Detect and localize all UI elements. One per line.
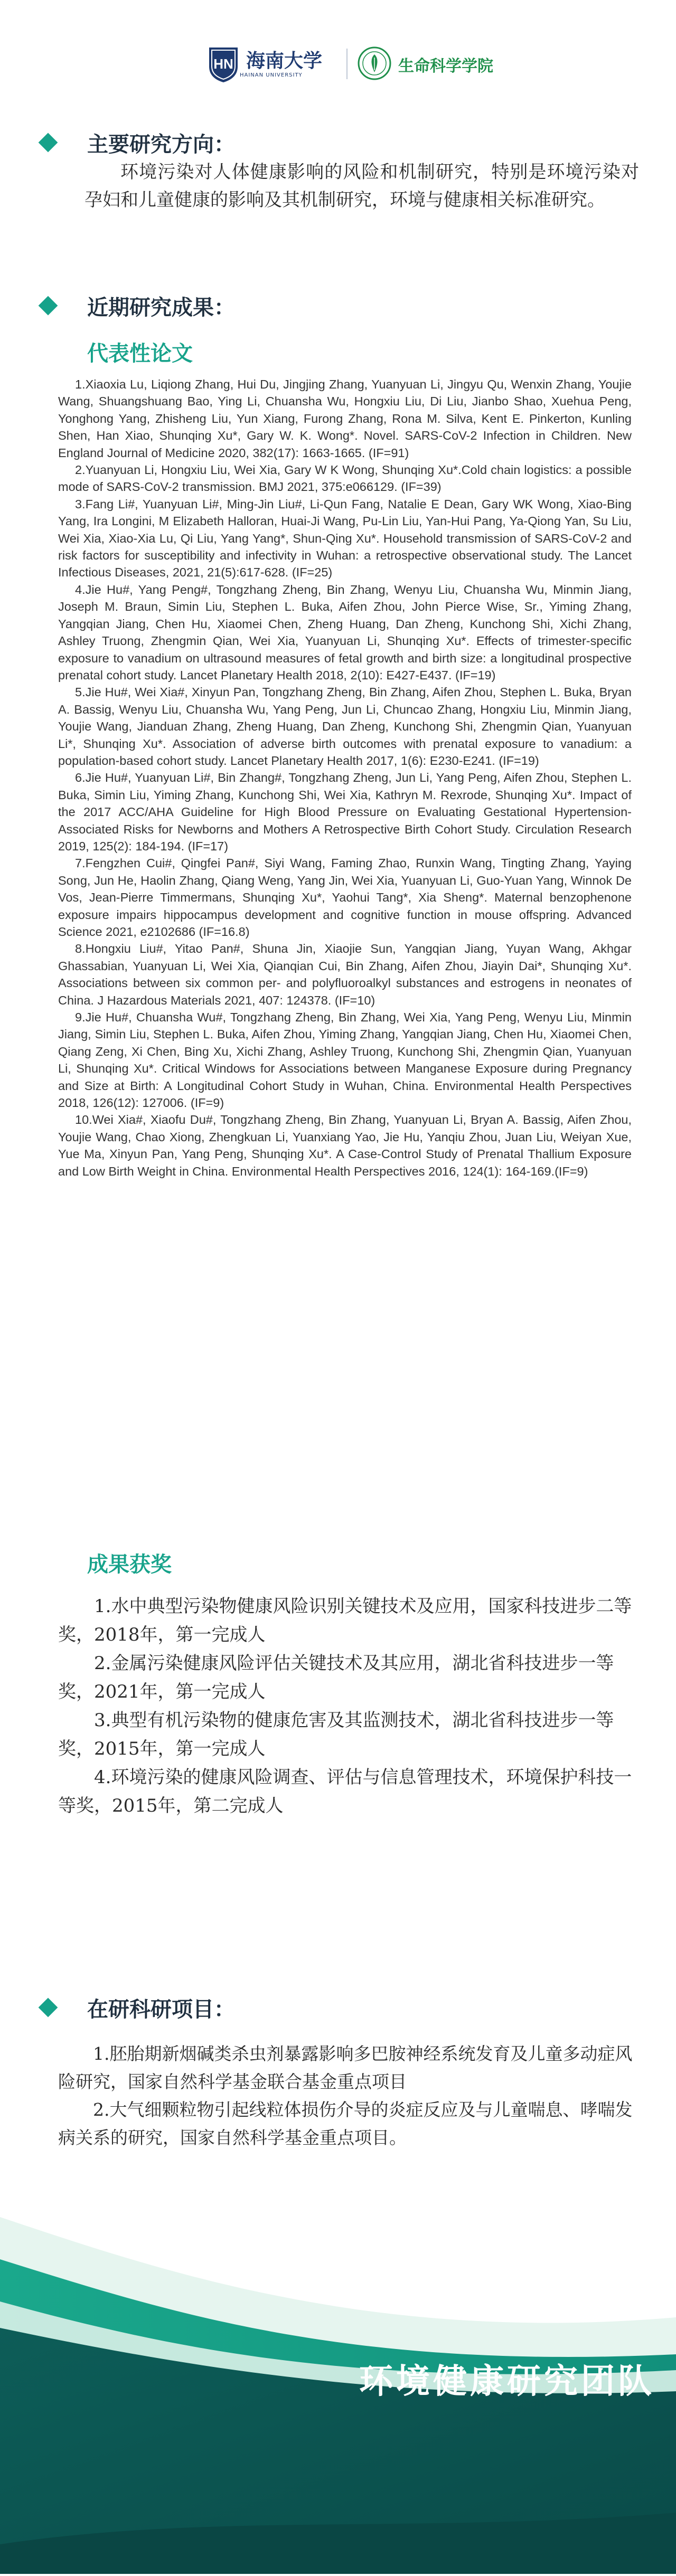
header <box>0 0 676 132</box>
paper-item: 10.Wei Xia#, Xiaofu Du#, Tongzhang Zheng, Bin Zhang, Yuanyuan Li, Bryan A. Bassig, Aifen Zhou, Youjie Wang, Chao Xiong, Zhengkuan Li, Yuanxiang Yao, Jie Hu, Yanqiu Zhou, Juan Liu, Weiyan Xue, Yue Ma, Xinyun Pan, Yang Peng, Shunqing Xu*. A Case-Control Study of Prenatal Thallium Exposure and Low Birth Weight in China. Environmental Health Perspectives 2016, 124(1): 164-169.(IF=9) <box>58 1113 632 1178</box>
award-item: 4.环境污染的健康风险调查、评估与信息管理技术，环境保护科技一等奖，2015年，第二完成人 <box>58 1767 632 1816</box>
paper-item: 2.Yuanyuan Li, Hongxiu Liu, Wei Xia, Gary W K Wong, Shunqing Xu*.Cold chain logistics: a possible mode of SARS-CoV-2 transmission. BMJ 2021, 375:e066129. (IF=39) <box>58 463 632 494</box>
header-divider <box>346 49 348 79</box>
projects-list <box>58 2040 634 2152</box>
project-item: 2.大气细颗粒物引起线粒体损伤介导的炎症反应及与儿童喘息、哮喘发病关系的研究，国家自然科学基金重点项目。 <box>58 2099 633 2148</box>
paper-item: 6.Jie Hu#, Yuanyuan Li#, Bin Zhang#, Tongzhang Zheng, Jun Li, Yang Peng, Aifen Zhou, Stephen L. Buka, Simin Liu, Yiming Zhang, Kunchong Shi, Wei Xia, Kathryn M. Rexrode, Shunqing Xu*. Impact of the 2017 ACC/AHA Guideline for High Blood Pressure on Evaluating Gestational Hypertension-Associated Risks for Newborns and Mothers A Retrospective Birth Cohort Study. Circulation Research 2019, 125(2): 184-194. (IF=17) <box>58 771 632 853</box>
research-paragraph: 环境污染对人体健康影响的风险和机制研究，特别是环境污染对孕妇和儿童健康的影响及其机制研究，环境与健康相关标准研究。 <box>84 162 639 211</box>
award-item: 3.典型有机污染物的健康危害及其监测技术，湖北省科技进步一等奖，2015年，第一完成人 <box>58 1710 614 1759</box>
paper-item: 3.Fang Li#, Yuanyuan Li#, Ming-Jin Liu#, Li-Qun Fang, Natalie E Dean, Gary WK Wong, Xiao-Bing Yang, Ira Longini, M Elizabeth Halloran, Huai-Ji Wang, Pu-Lin Liu, Yan-Hui Pang, Ya-Qiong Yan, Su Liu, Wei Xia, Xiao-Xia Lu, Qi Liu, Yang Yang*, Shun-Qing Xu*. Household transmission of SARS-CoV-2 and risk factors for susceptibility and infectivity in Wuhan: a retrospective observational study. The Lancet Infectious Diseases, 2021, 21(5):617-628. (IF=25) <box>58 497 632 580</box>
research-bullet-icon <box>39 133 58 153</box>
paper-item: 1.Xiaoxia Lu, Liqiong Zhang, Hui Du, Jingjing Zhang, Yuanyuan Li, Jingyu Qu, Wenxin Zhang, Youjie Wang, Shuangshuang Bao, Ying Li, Chuansha Wu, Hongxiu Liu, Di Liu, Jianbo Shao, Xuehua Peng, Yonghong Yang, Zhisheng Liu, Yun Xiang, Furong Zhang, Rona M. Silva, Kent E. Pinkerton, Kunling Shen, Han Xiao, Shunqing Xu*, Gary W. K. Wong*. Novel. SARS-CoV-2 Infection in Children. New England Journal of Medicine 2020, 382(17): 1663-1665. (IF=91) <box>58 377 632 460</box>
team-name: 环境健康研究团队 <box>359 2362 655 2401</box>
college-logo <box>357 43 493 86</box>
achievements-bullet-icon <box>39 296 58 316</box>
hnu-shield-icon <box>207 45 240 83</box>
university-sub: HAINAN UNIVERSITY <box>240 72 303 78</box>
hainan-university-logo <box>207 43 322 86</box>
college-emblem-icon <box>357 46 392 83</box>
paper-item: 4.Jie Hu#, Yang Peng#, Tongzhang Zheng, Bin Zhang, Wenyu Liu, Chuansha Wu, Minmin Jiang, Joseph M. Braun, Simin Liu, Stephen L. Buka, Aifen Zhou, John Pierce Wise, Sr., Yiming Zhang, Yangqian Jiang, Chen Hu, Xiaomei Chen, Zheng Huang, Dan Zheng, Kunchong Shi, Xichi Zhang, Ashley Truong, Zhengmin Qian, Wei Xia, Yuanyuan Li, Shunqing Xu*. Effects of trimester-specific exposure to vanadium on ultrasound measures of fetal growth and birth size: a longitudinal prospective prenatal cohort study. Lancet Planetary Health 2018, 2(10): E427-E437. (IF=19) <box>58 582 632 682</box>
research-text <box>84 158 639 214</box>
award-item: 2.金属污染健康风险评估关键技术及其应用，湖北省科技进步一等奖，2021年，第一完成人 <box>58 1653 614 1702</box>
research-title: 主要研究方向： <box>87 132 235 157</box>
university-name: 海南大学 <box>246 49 323 72</box>
svg-text:HN: HN <box>213 56 233 72</box>
paper-item: 8.Hongxiu Liu#, Yitao Pan#, Shuna Jin, Xiaojie Sun, Yangqian Jiang, Yuyan Wang, Akhgar Ghassabian, Yuanyuan Li, Wei Xia, Qianqian Cui, Bin Zhang, Aifen Zhou, Jiayin Dai*, Shunqing Xu*. Associations between six common per- and polyfluoroalkyl substances and estrogens in neonates of China. J Hazardous Materials 2021, 407: 124378. (IF=10) <box>58 942 632 1007</box>
awards-title: 成果获奖 <box>87 1552 172 1577</box>
college-name: 生命科学学院 <box>398 57 493 75</box>
projects-bullet-icon <box>39 1998 58 2018</box>
paper-item: 7.Fengzhen Cui#, Qingfei Pan#, Siyi Wang, Faming Zhao, Runxin Wang, Tingting Zhang, Yaying Song, Jun He, Haolin Zhang, Qiang Weng, Yang Jin, Wei Xia, Yuanyuan Li, Guo-Yuan Yang, Winnok De Vos, Jean-Pierre Timmermans, Shunqing Xu*, Yaohui Tang*, Xia Sheng*. Maternal benzophenone exposure impairs hippocampus development and cognitive function in mouse offspring. Advanced Science 2021, e2102686 (IF=16.8) <box>58 856 632 939</box>
project-item: 1.胚胎期新烟碱类杀虫剂暴露影响多巴胺神经系统发育及儿童多动症风险研究，国家自然科学基金联合基金重点项目 <box>58 2043 633 2092</box>
paper-item: 5.Jie Hu#, Wei Xia#, Xinyun Pan, Tongzhang Zheng, Bin Zhang, Aifen Zhou, Stephen L. Buka, Bryan A. Bassig, Wenyu Liu, Chuansha Wu, Yang Peng, Jun Li, Chuncao Zhang, Hongxiu Liu, Minmin Jiang, Youjie Wang, Jianduan Zhang, Zheng Huang, Dan Zheng, Kunchong Shi, Zhengmin Qian, Yuanyuan Li*, Shunqing Xu*. Association of adverse birth outcomes with prenatal exposure to vanadium: a population-based cohort study. Lancet Planetary Health 2017, 1(6): E230-E241. (IF=19) <box>58 685 632 768</box>
papers-list <box>58 376 632 1180</box>
papers-title: 代表性论文 <box>87 341 193 366</box>
paper-item: 9.Jie Hu#, Chuansha Wu#, Tongzhang Zheng, Bin Zhang, Wei Xia, Yang Peng, Wenyu Liu, Minmin Jiang, Simin Liu, Stephen L. Buka, Aifen Zhou, Yiming Zhang, Yangqian Jiang, Chen Hu, Xiaomei Chen, Qiang Zeng, Xi Chen, Bing Xu, Xichi Zhang, Ashley Truong, Kunchong Shi, Zhengmin Qian, Yuanyuan Li, Shunqing Xu*. Critical Windows for Associations between Manganese Exposure during Pregnancy and Size at Birth: A Longitudinal Cohort Study in Wuhan, China. Environmental Health Perspectives 2018, 126(12): 127006. (IF=9) <box>58 1010 632 1110</box>
achievements-title: 近期研究成果： <box>87 295 235 320</box>
award-item: 1.水中典型污染物健康风险识别关键技术及应用，国家科技进步二等奖，2018年，第一完成人 <box>58 1596 632 1645</box>
awards-list <box>58 1592 634 1820</box>
projects-title: 在研科研项目： <box>87 1997 235 2022</box>
